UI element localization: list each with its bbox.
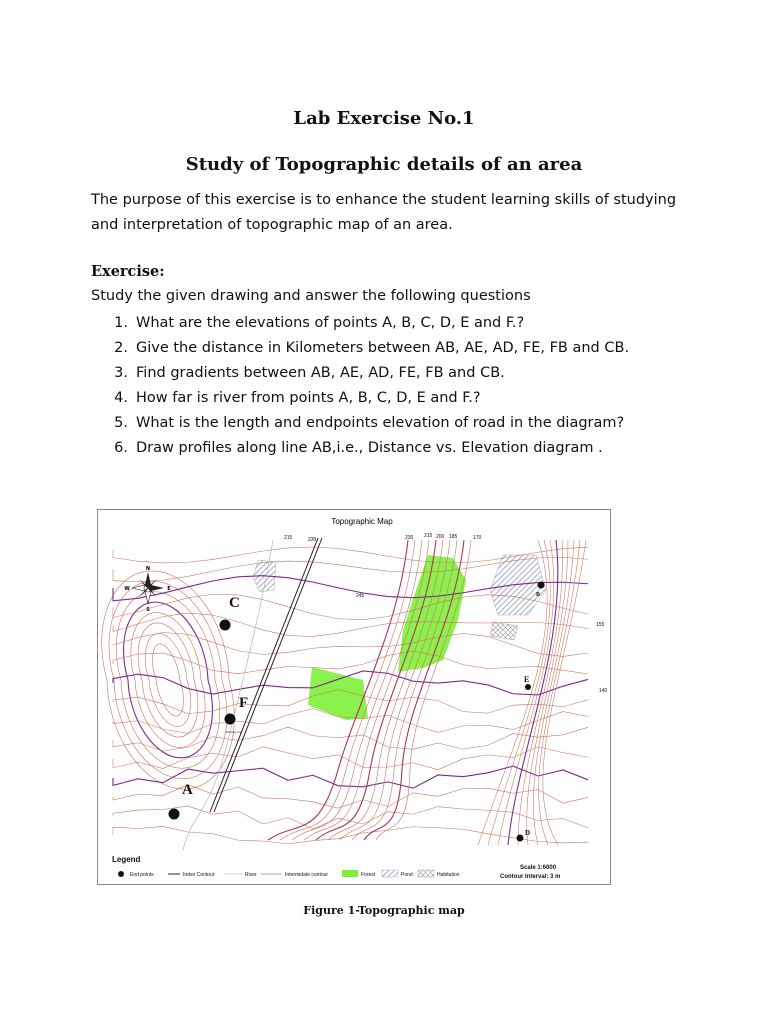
road-label: Existing road (226, 730, 243, 734)
question-text: Draw profiles along line AB,i.e., Distance vs. Elevation diagram . (136, 440, 603, 456)
question-item (91, 413, 629, 438)
point-label-b: B (536, 592, 541, 598)
compass-south-label: S (146, 607, 150, 613)
contour-label: 230 (308, 537, 317, 543)
end-point-b (538, 582, 545, 589)
end-point-c (220, 620, 231, 631)
question-list (91, 313, 629, 463)
compass-north-label: N (145, 566, 151, 572)
question-number: 4. (114, 390, 128, 406)
legend-item: River (245, 872, 257, 878)
legend-item: Intermidate contour (285, 872, 329, 878)
question-number: 1. (114, 315, 128, 331)
contour-label: 245 (356, 593, 365, 599)
question-text: Find gradients between AB, AE, AD, FE, FB and CB. (136, 365, 505, 381)
point-label-d: D (525, 829, 531, 837)
question-number: 3. (114, 365, 128, 381)
figure-caption: Figure 1-Topographic map (303, 904, 465, 917)
contour-line (113, 651, 588, 674)
end-point-e (525, 684, 531, 690)
contour-line (113, 826, 588, 843)
compass-west-label: W (124, 586, 130, 592)
legend-pond-icon (382, 870, 398, 877)
question-number: 6. (114, 440, 128, 456)
contour-label: 155 (596, 622, 605, 628)
question-item (91, 438, 629, 463)
question-item (91, 313, 629, 338)
end-point-f (225, 714, 236, 725)
contour-line (113, 806, 588, 829)
legend-item: Index Contour (183, 872, 215, 878)
map-title: Topographic Map (331, 517, 393, 526)
end-point-a (169, 809, 180, 820)
map-legend (112, 855, 560, 880)
legend-forest-icon (342, 870, 358, 877)
map-scale: Scale 1:6000 (520, 865, 557, 871)
point-label-a: A (182, 782, 193, 798)
topographic-map-svg (98, 510, 610, 884)
end-point-d (517, 835, 524, 842)
page-title: Lab Exercise No.1 (293, 108, 475, 129)
contour-label: 170 (473, 535, 482, 541)
legend-item: Forest (361, 872, 376, 878)
question-text: Give the distance in Kilometers between AB, AE, AD, FE, FB and CB. (136, 340, 630, 356)
point-label-c: C (229, 595, 240, 611)
contour-label: 185 (449, 534, 458, 540)
compass-east-label: E (167, 586, 171, 592)
legend-title: Legend (112, 855, 141, 864)
legend-item: End points (130, 872, 154, 878)
legend-end-point-icon (118, 871, 124, 877)
contour-label: 230 (405, 535, 414, 541)
contour-line (113, 632, 588, 656)
topographic-map (97, 509, 611, 885)
contour-label: 215 (284, 535, 293, 541)
question-text: What is the length and endpoints elevation of road in the diagram? (136, 415, 625, 431)
exercise-heading: Exercise: (91, 263, 165, 280)
legend-item: Pond (401, 872, 413, 878)
question-item (91, 338, 629, 363)
question-text: What are the elevations of points A, B, C, D, E and F.? (136, 315, 525, 331)
compass-icon (124, 566, 171, 613)
forest-area (308, 667, 368, 720)
question-item (91, 363, 629, 388)
legend-habitation-icon (418, 870, 434, 877)
instruction-text: Study the given drawing and answer the following questions (91, 288, 531, 304)
legend-item: Habitation (437, 872, 460, 878)
habitation-area (490, 622, 518, 640)
intro-paragraph: The purpose of this exercise is to enhance the student learning skills of studying and interpretation of topographic map of an area. (91, 192, 677, 233)
contour-interval: Contour Interval: 3 m (500, 874, 561, 880)
question-number: 2. (114, 340, 128, 356)
contour-label: 215 (424, 533, 433, 539)
question-number: 5. (114, 415, 128, 431)
page-subtitle: Study of Topographic details of an area (185, 154, 583, 175)
question-text: How far is river from points A, B, C, D, E and F.? (136, 390, 481, 406)
contour-label: 200 (436, 534, 445, 540)
question-item (91, 388, 629, 413)
point-label-e: E (524, 675, 530, 684)
contour-line (113, 613, 588, 636)
contour-label: 140 (599, 688, 608, 694)
point-label-f: F (239, 695, 249, 711)
